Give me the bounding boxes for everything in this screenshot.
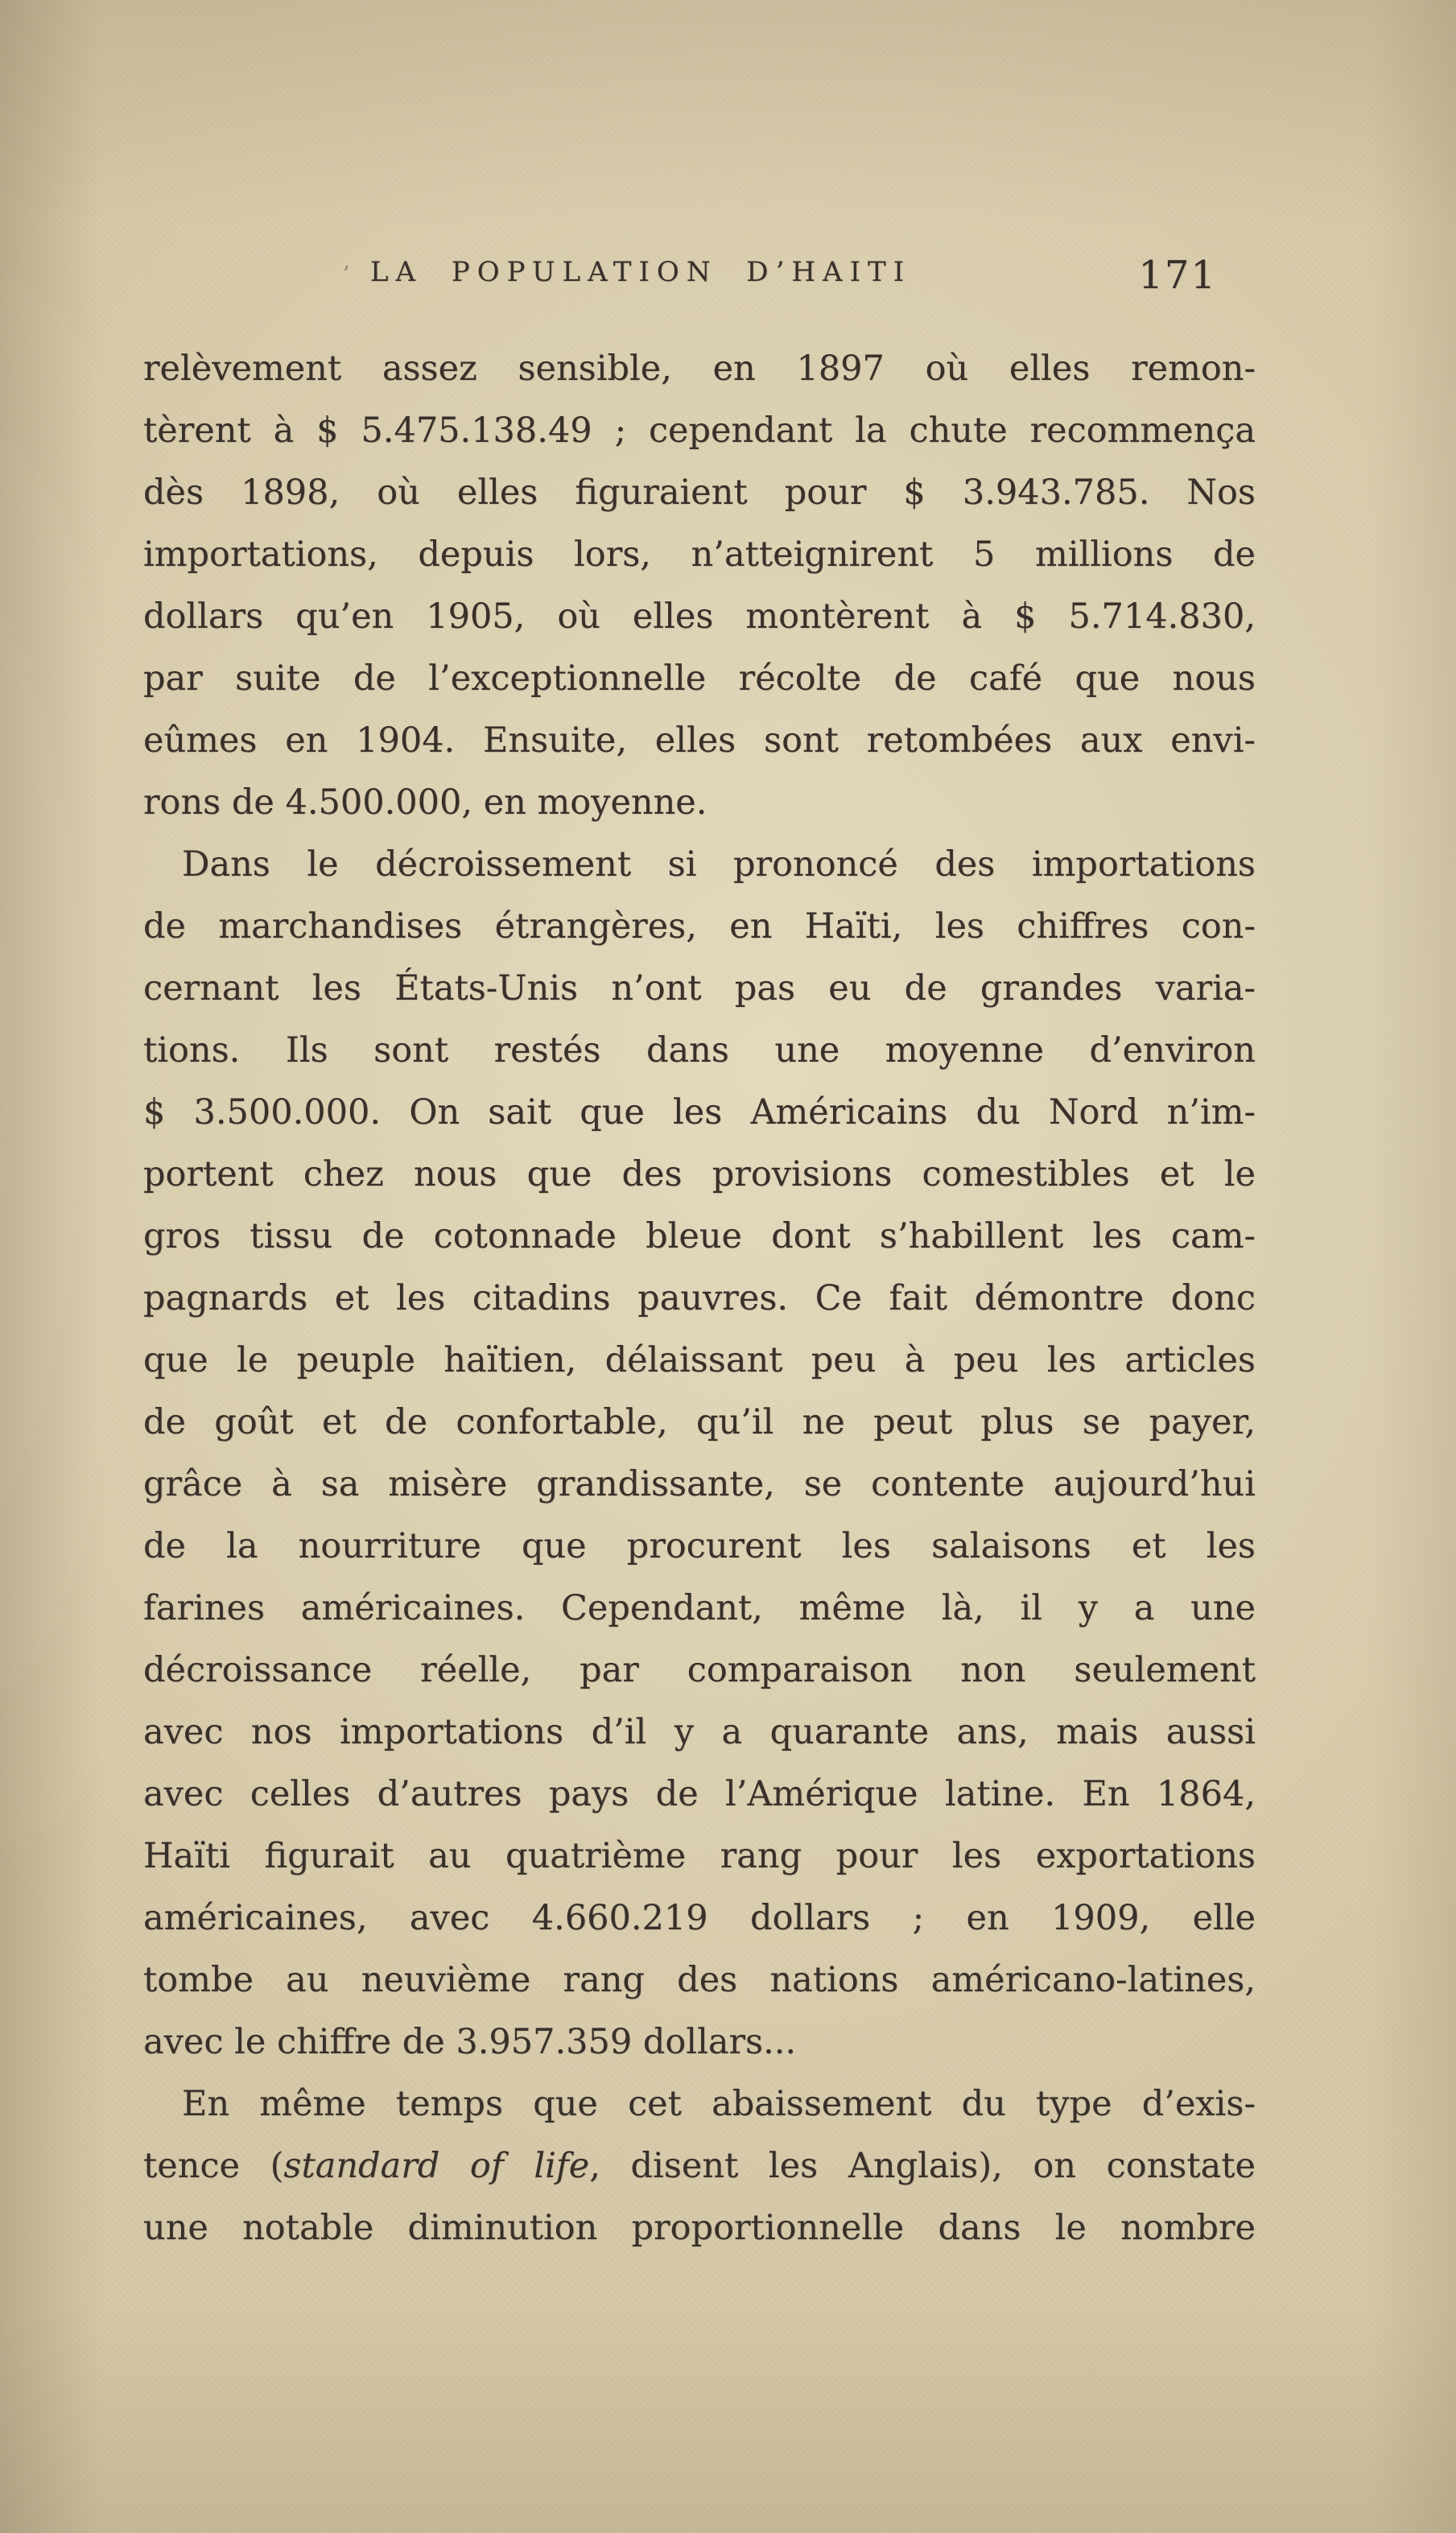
text-line [143,1640,1256,1702]
text-line [143,1144,1256,1206]
text-segment: pagnards et les citadins pauvres. Ce fait démontre donc [143,1278,1256,1318]
text-line [143,1392,1256,1454]
page-header [143,253,1256,304]
text-line [143,2135,1256,2197]
italic-phrase: standard of life [283,2146,590,2186]
text-segment: de goût et de confortable, qu’il ne peut plus se payer, [143,1402,1256,1442]
text-line [143,834,1256,896]
text-segment: relèvement assez sensible, en 1897 où elles remon- [143,349,1256,389]
text-segment: Haïti figurait au quatrième rang pour les exportations [143,1836,1256,1876]
text-segment: gros tissu de cotonnade bleue dont s’habillent les cam- [143,1216,1256,1256]
text-segment: importations, depuis lors, n’atteignirent 5 millions de [143,534,1256,575]
text-line [143,1454,1256,1516]
text-segment: tions. Ils sont restés dans une moyenne d’environ [143,1030,1256,1071]
text-line [143,2011,1256,2073]
text-line [143,648,1256,710]
text-line [143,338,1256,400]
text-segment: En même temps que cet abaissement du type d’exis- [182,2084,1256,2124]
text-segment: dès 1898, où elles figuraient pour $ 3.943.785. Nos [143,472,1256,513]
text-line [143,1330,1256,1392]
text-line [143,400,1256,462]
text-line [143,896,1256,958]
text-line [143,2197,1256,2259]
text-line [143,958,1256,1020]
ink-speck: ’ [343,262,350,287]
text-segment: par suite de l’exceptionnelle récolte de café que nous [143,658,1256,699]
text-line [143,2073,1256,2135]
text-segment: américaines, avec 4.660.219 dollars ; en 1909, elle [143,1898,1256,1938]
text-segment: décroissance réelle, par comparaison non seulement [143,1650,1256,1690]
paragraph [143,2073,1256,2259]
text-line [143,524,1256,586]
running-title: LA POPULATION D’HAITI [369,256,912,288]
text-line [143,710,1256,772]
text-segment: cernant les États-Unis n’ont pas eu de grandes varia- [143,968,1256,1009]
text-line [143,1887,1256,1949]
text-segment: avec nos importations d’il y a quarante ans, mais aussi [143,1712,1256,1752]
page-number: 171 [1138,253,1217,298]
paragraph [143,834,1256,2073]
text-segment: dollars qu’en 1905, où elles montèrent à $ 5.714.830, [143,596,1256,637]
text-segment: eûmes en 1904. Ensuite, elles sont retombées aux envi- [143,720,1256,761]
text-segment: de marchandises étrangères, en Haïti, les chiffres con- [143,906,1256,947]
text-segment: tombe au neuvième rang des nations américano-latines, [143,1960,1256,2000]
text-line [143,1020,1256,1082]
text-segment: tèrent à $ 5.475.138.49 ; cependant la chute recommença [143,410,1256,451]
text-segment: tence ( [143,2146,284,2186]
text-segment: farines américaines. Cependant, même là, il y a une [143,1588,1256,1628]
text-segment: que le peuple haïtien, délaissant peu à peu les articles [143,1340,1256,1380]
text-line [143,1268,1256,1330]
text-segment: avec celles d’autres pays de l’Amérique latine. En 1864, [143,1774,1256,1814]
text-line [143,1825,1256,1887]
text-segment: une notable diminution proportionnelle dans le nombre [143,2208,1256,2248]
text-line [143,1206,1256,1268]
paragraph [143,338,1256,834]
text-line [143,1949,1256,2011]
text-line [143,772,1256,834]
text-segment: avec le chiffre de 3.957.359 dollars... [143,2022,797,2062]
text-segment: Dans le décroissement si prononcé des importations [182,844,1256,885]
text-segment: de la nourriture que procurent les salaisons et les [143,1526,1256,1566]
text-line [143,1578,1256,1640]
text-line [143,1764,1256,1825]
body-text [143,338,1256,2259]
text-line [143,1702,1256,1764]
text-segment: rons de 4.500.000, en moyenne. [143,782,707,823]
text-line [143,462,1256,524]
text-segment: grâce à sa misère grandissante, se contente aujourd’hui [143,1464,1256,1504]
text-line [143,1082,1256,1144]
text-segment: , disent les Anglais), on constate [589,2146,1256,2186]
text-line [143,1516,1256,1578]
text-segment: $ 3.500.000. On sait que les Américains du Nord n’im- [143,1092,1256,1132]
text-segment: portent chez nous que des provisions comestibles et le [143,1154,1256,1194]
text-line [143,586,1256,648]
